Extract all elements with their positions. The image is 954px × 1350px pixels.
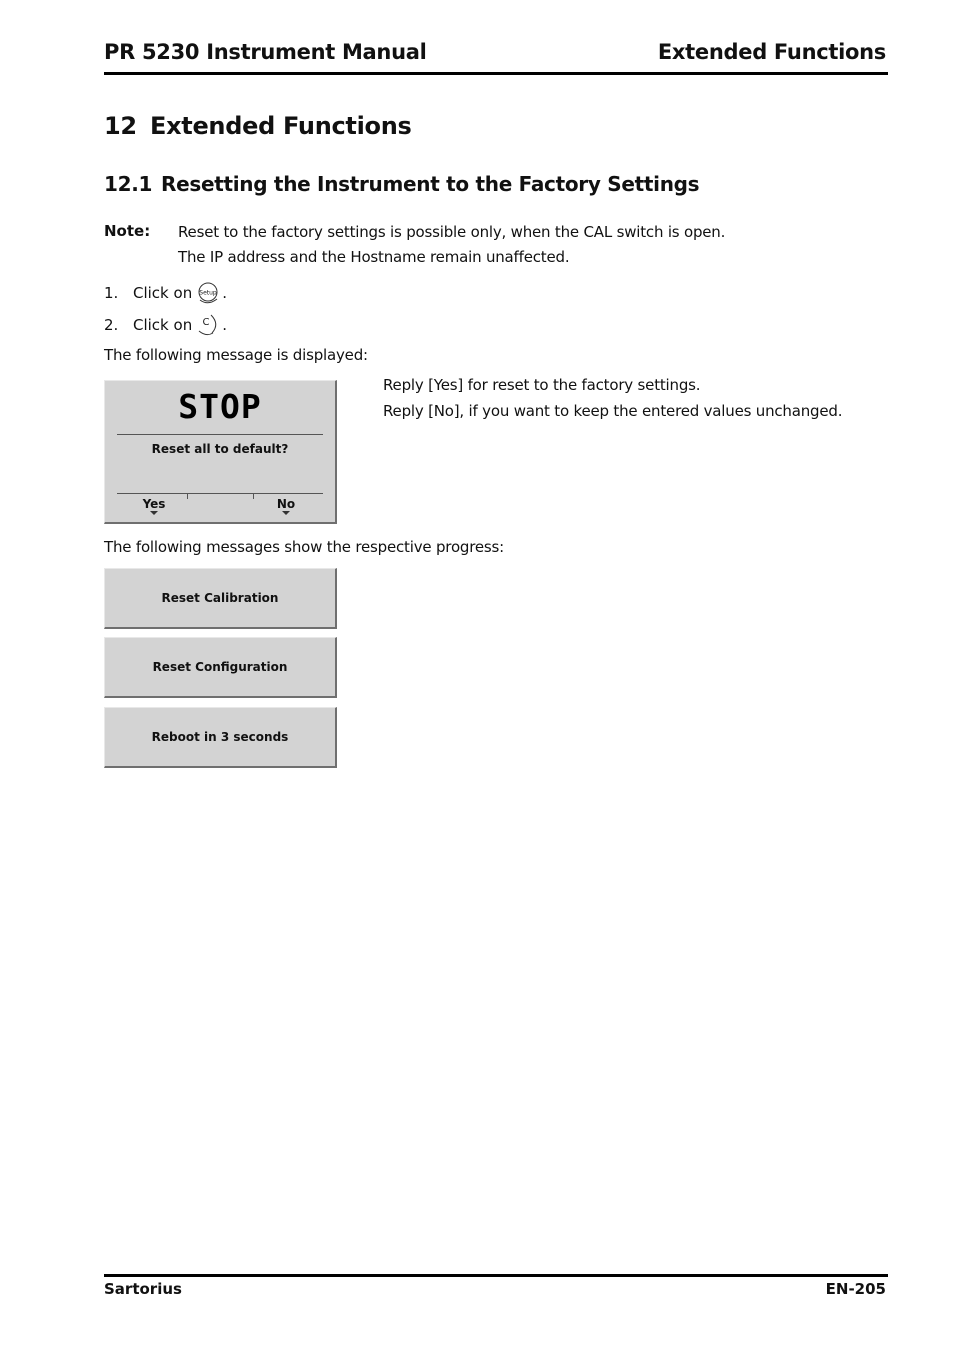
footer-rule — [104, 1274, 888, 1277]
note-label: Note: — [104, 222, 151, 240]
yes-softkey[interactable] — [134, 497, 174, 515]
page-number: EN-205 — [825, 1280, 886, 1298]
step-number: 1. — [104, 284, 119, 302]
c-key-icon[interactable] — [196, 312, 222, 338]
step-text: Click on — [133, 316, 193, 334]
no-softkey[interactable] — [266, 497, 306, 515]
chapter-heading — [104, 112, 411, 140]
reset-question: Reset all to default? — [151, 442, 289, 456]
progress-intro: The following messages show the respective progress: — [104, 538, 504, 556]
step-number: 2. — [104, 316, 119, 334]
note-line-1: Reset to the factory settings is possible only, when the CAL switch is open. — [178, 223, 726, 241]
progress-screen-reboot — [104, 707, 337, 768]
softkey-tick — [187, 493, 188, 499]
step-suffix: . — [222, 284, 227, 302]
step-1 — [104, 280, 227, 306]
progress-screen-reset-calibration — [104, 568, 337, 629]
section-number: 12.1 — [104, 172, 153, 196]
softkey-tick — [253, 493, 254, 499]
reply-yes-text: Reply [Yes] for reset to the factory settings. — [383, 376, 701, 394]
running-header-section: Extended Functions — [657, 40, 886, 64]
c-key-label: C — [202, 317, 210, 328]
footer-company: Sartorius — [104, 1280, 182, 1298]
step-2 — [104, 312, 227, 338]
step-text: Click on — [133, 284, 193, 302]
arrow-down-icon — [282, 511, 290, 515]
chapter-title: Extended Functions — [150, 112, 412, 140]
progress-text: Reboot in 3 seconds — [151, 730, 289, 744]
section-title: Resetting the Instrument to the Factory Settings — [161, 172, 700, 196]
setup-key-icon[interactable] — [196, 280, 222, 306]
softkey-divider — [117, 493, 323, 494]
yes-label: Yes — [142, 497, 166, 511]
divider — [117, 434, 323, 435]
no-label: No — [276, 497, 296, 511]
chapter-number: 12 — [104, 112, 137, 140]
reply-no-text: Reply [No], if you want to keep the entered values unchanged. — [383, 402, 843, 420]
section-heading — [104, 172, 699, 196]
stop-title: STOP — [178, 387, 262, 426]
progress-text: Reset Configuration — [152, 660, 288, 674]
step-suffix: . — [222, 316, 227, 334]
stop-dialog-screen — [104, 380, 337, 524]
header-rule — [104, 72, 888, 75]
arrow-down-icon — [150, 511, 158, 515]
progress-text: Reset Calibration — [161, 591, 279, 605]
progress-screen-reset-configuration — [104, 637, 337, 698]
setup-key-label: Setup — [199, 289, 217, 297]
message-intro: The following message is displayed: — [104, 346, 368, 364]
running-header-title: PR 5230 Instrument Manual — [104, 40, 427, 64]
note-line-2: The IP address and the Hostname remain unaffected. — [178, 248, 570, 266]
